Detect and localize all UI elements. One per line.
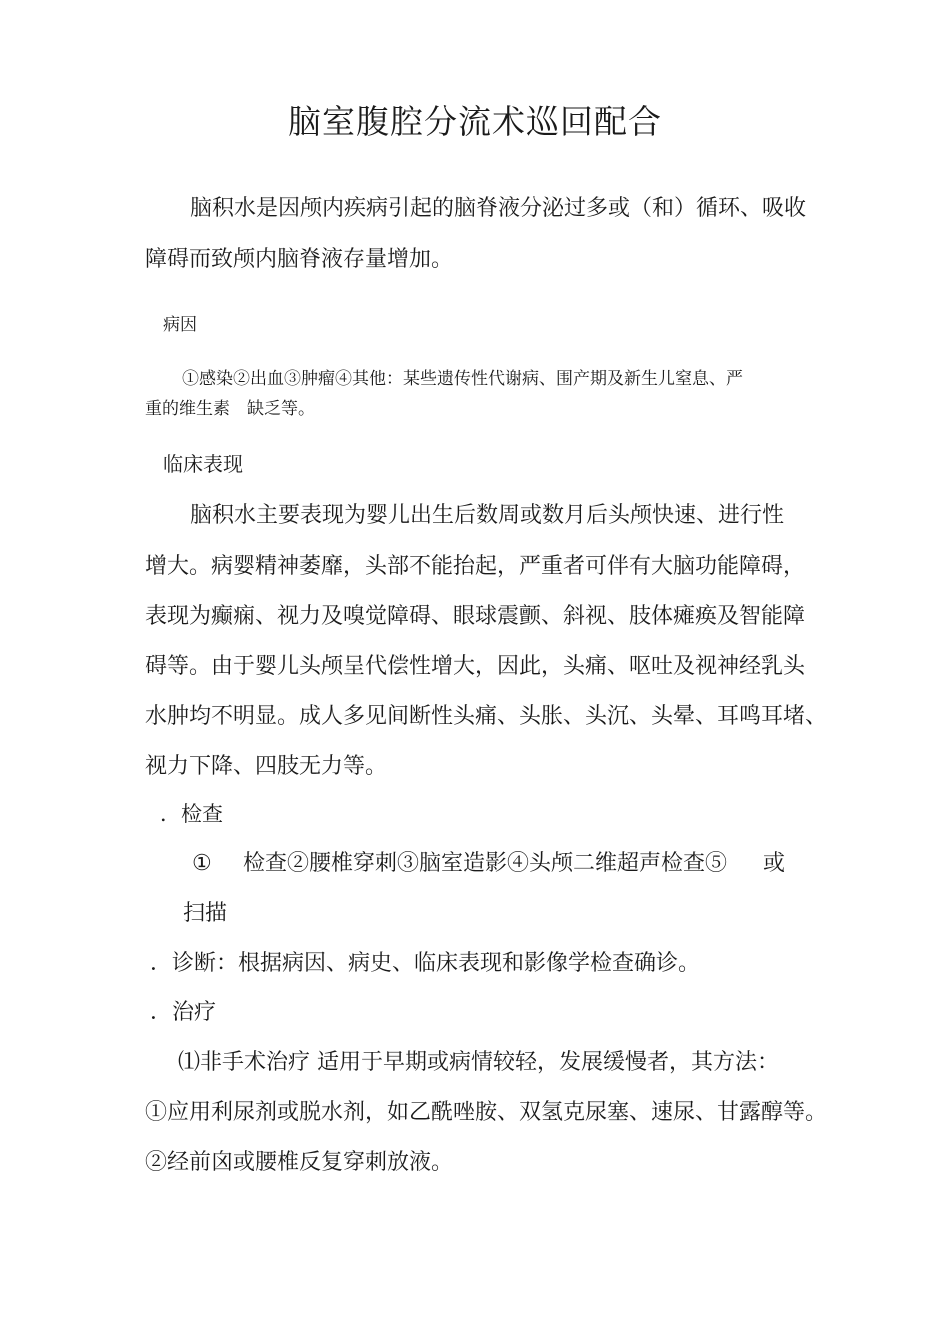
clinical-line-2: 增大。病婴精神萎靡，头部不能抬起，严重者可伴有大脑功能障碍， [145, 554, 806, 579]
exam-item-text: 检查②腰椎穿刺③脑室造影④头颅二维超声检查⑤ [243, 851, 728, 876]
treatment-line-1: ⑴非手术治疗 适用于早期或病情较轻，发展缓慢者，其方法： [178, 1050, 779, 1075]
clinical-line-4: 碍等。由于婴儿头颅呈代偿性增大，因此，头痛、呕吐及视神经乳头 [145, 654, 806, 679]
clinical-line-6: 视力下降、四肢无力等。 [145, 754, 388, 779]
treatment-line-3: ②经前囟或腰椎反复穿刺放液。 [145, 1150, 454, 1175]
intro-line-2: 障碍而致颅内脑脊液存量增加。 [145, 247, 454, 272]
exam-item-or: 或 [763, 851, 786, 876]
treatment-heading: ．治疗 [150, 1000, 217, 1025]
page-title: 脑室腹腔分流术巡回配合 [288, 102, 662, 141]
clinical-line-3: 表现为癫痫、视力及嗅觉障碍、眼球震颤、斜视、肢体瘫痪及智能障 [145, 604, 806, 629]
clinical-line-1: 脑积水主要表现为婴儿出生后数周或数月后头颅快速、进行性 [190, 503, 785, 528]
clinical-heading: 临床表现 [163, 452, 243, 476]
etiology-heading: 病因 [163, 315, 197, 335]
exam-line-2: 扫描 [183, 901, 228, 926]
exam-item-number: ① [192, 851, 212, 876]
etiology-line-2: 重的维生素 缺乏等。 [145, 399, 315, 419]
diagnosis-line: ．诊断：根据病因、病史、临床表现和影像学检查确诊。 [150, 951, 701, 976]
treatment-line-2: ①应用利尿剂或脱水剂，如乙酰唑胺、双氢克尿塞、速尿、甘露醇等。 [145, 1100, 828, 1125]
exam-heading: ．检查 [160, 802, 223, 826]
intro-line-1: 脑积水是因颅内疾病引起的脑脊液分泌过多或（和）循环、吸收 [190, 196, 807, 221]
clinical-line-5: 水肿均不明显。成人多见间断性头痛、头胀、头沉、头晕、耳鸣耳堵、 [145, 704, 828, 729]
etiology-line-1: ①感染②出血③肿瘤④其他：某些遗传性代谢病、围产期及新生儿窒息、严 [182, 369, 743, 389]
